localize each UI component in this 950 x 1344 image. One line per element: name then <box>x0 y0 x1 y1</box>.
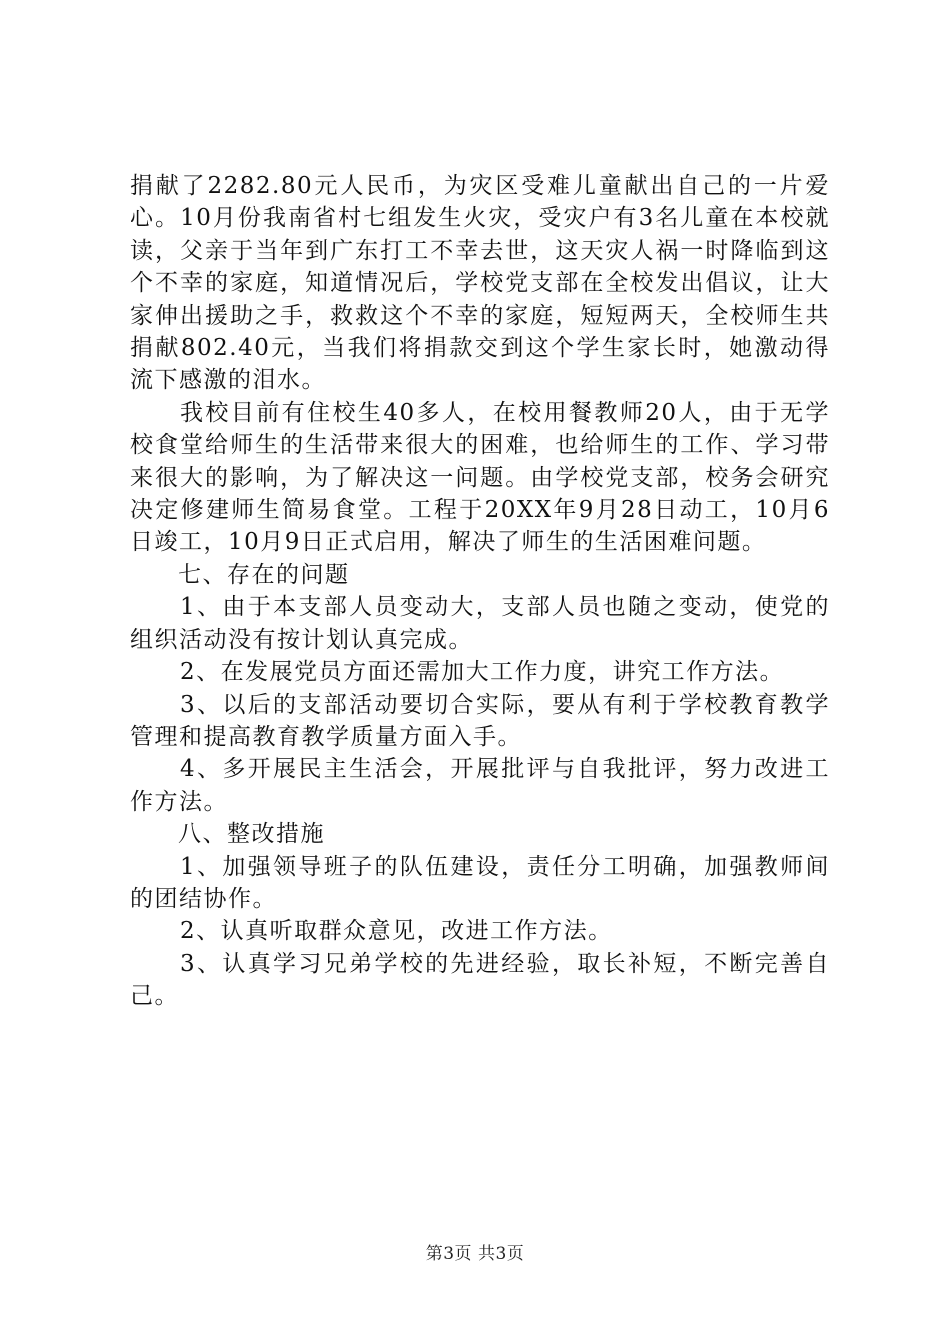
problem-item-3: 3、以后的支部活动要切合实际，要从有利于学校教育教学管理和提高教育教学质量方面入手。 <box>130 691 830 750</box>
paragraph-donation: 捐献了2282.80元人民币，为灾区受难儿童献出自己的一片爱心。10月份我南省村七组发生火灾，受灾户有3名儿童在本校就读，父亲于当年到广东打工不幸去世，这天灾人祸一时降临到这个不幸的家庭，知道情况后，学校党支部在全校发出倡议，让大家伸出援助之手，救救这个不幸的家庭，短短两天，全校师生共捐献802.40元，当我们将捐款交到这个学生家长时，她激动得流下感激的泪水。 <box>130 173 830 394</box>
measure-item-3: 3、认真学习兄弟学校的先进经验，取长补短，不断完善自己。 <box>130 950 830 1010</box>
page-number-footer: 第3页 共3页 <box>425 1244 525 1264</box>
section-heading-measures: 八、整改措施 <box>178 821 325 848</box>
paragraph-canteen: 我校目前有住校生40多人，在校用餐教师20人，由于无学校食堂给师生的生活带来很大的困难，也给师生的工作、学习带来很大的影响，为了解决这一问题。由学校党支部，校务会研究决定修建师生简易食堂。工程于20XX年9月28日动工，10月6日竣工，10月9日正式启用，解决了师生的生活困难问题。 <box>130 399 830 556</box>
measure-item-1: 1、加强领导班子的队伍建设，责任分工明确，加强教师间的团结协作。 <box>130 853 830 912</box>
problem-item-4: 4、多开展民主生活会，开展批评与自我批评，努力改进工作方法。 <box>130 756 830 815</box>
document-body <box>130 170 830 1013</box>
section-heading-problems: 七、存在的问题 <box>178 561 350 588</box>
problem-item-2: 2、在发展党员方面还需加大工作力度，讲究工作方法。 <box>180 659 785 686</box>
measure-item-2: 2、认真听取群众意见，改进工作方法。 <box>180 918 613 945</box>
problem-item-1: 1、由于本支部人员变动大，支部人员也随之变动，使党的组织活动没有按计划认真完成。 <box>130 594 830 653</box>
